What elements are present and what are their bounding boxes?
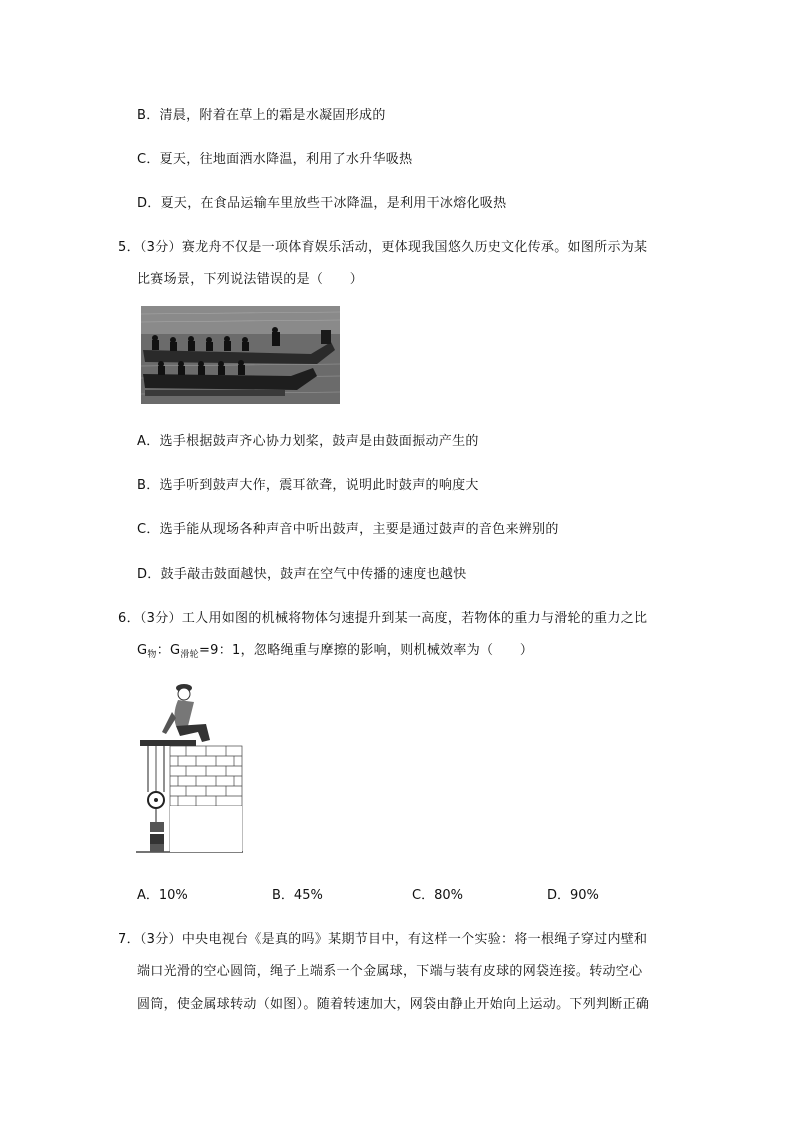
q4-option-d: D．夏天，在食品运输车里放些干冰降温，是利用干冰熔化吸热 [137, 196, 507, 211]
q5-option-d: D．鼓手敲击鼓面越快，鼓声在空气中传播的速度也越快 [137, 567, 467, 582]
q6-choice-b: B．45% [272, 888, 323, 903]
q5-stem-line1: 5．（3分）赛龙舟不仅是一项体育娱乐活动，更体现我国悠久历史文化传承。如图所示为某 [118, 240, 648, 255]
q6-choice-a: A．10% [137, 888, 188, 903]
q4-option-c: C．夏天，往地面洒水降温，利用了水升华吸热 [137, 152, 413, 167]
q6-stem-line1: 6．（3分）工人用如图的机械将物体匀速提升到某一高度，若物体的重力与滑轮的重力之比 [118, 611, 648, 626]
q7-stem-line1: 7．（3分）中央电视台《是真的吗》某期节目中，有这样一个实验：将一根绳子穿过内壁和 [118, 932, 648, 947]
q6-stem-rest: =9：1，忽略绳重与摩擦的影响，则机械效率为（ ） [198, 643, 534, 658]
q5-option-c: C．选手能从现场各种声音中听出鼓声，主要是通过鼓声的音色来辨别的 [137, 522, 559, 537]
subscript-object: 物 [147, 650, 157, 660]
q7-stem-line2: 端口光滑的空心圆筒，绳子上端系一个金属球，下端与装有皮球的网袋连接。转动空心 [137, 964, 643, 979]
q5-stem-line2: 比赛场景，下列说法错误的是（ ） [137, 272, 364, 287]
q6-choice-d: D．90% [547, 888, 599, 903]
q5-option-b: B．选手听到鼓声大作，震耳欲聋，说明此时鼓声的响度大 [137, 478, 479, 493]
ratio-separator: ：G [156, 643, 181, 658]
q6-choices [137, 884, 617, 904]
q6-choice-c: C．80% [412, 888, 463, 903]
q4-option-b: B．清晨，附着在草上的霜是水凝固形成的 [137, 108, 386, 123]
q6-stem-line2 [137, 639, 533, 660]
q5-option-a: A．选手根据鼓声齐心协力划桨，鼓声是由鼓面振动产生的 [137, 434, 479, 449]
q7-stem-line3: 圆筒，使金属球转动（如图）。随着转速加大，网袋由静止开始向上运动。下列判断正确 [137, 997, 650, 1012]
worker-pulley-figure [136, 680, 244, 856]
g-symbol: G [137, 643, 148, 658]
dragon-boat-photo [141, 306, 340, 404]
subscript-pulley: 滑轮 [180, 650, 199, 660]
